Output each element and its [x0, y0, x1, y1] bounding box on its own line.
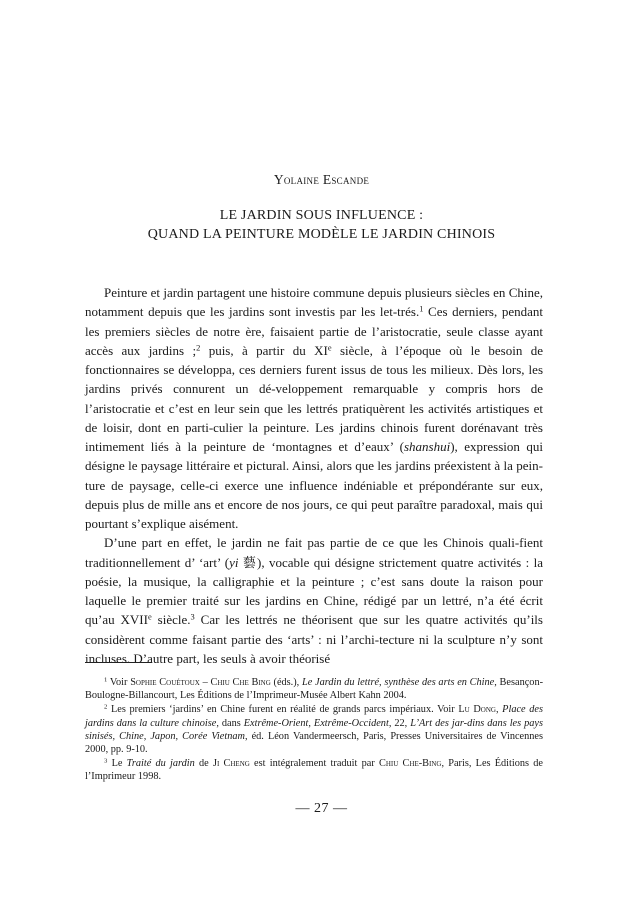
century-suffix: e: [327, 342, 332, 353]
fn2-journal-title: Extrême-Orient, Extrême-Occident: [243, 717, 389, 729]
p1-text-e: ), expression qui désigne le paysage littéraire et pictural. Ainsi, alors que les jardins préexistent à la pein-ture de paysage, celle-ci exerce une influence indéniable et prépondérante sur eux, depuis plus de mille ans et encore de nos jours, ce qui peut paraître paradoxal, mais qui pourtant s’explique aisément.: [85, 439, 543, 531]
footnote-ref-3: 3: [190, 611, 195, 622]
fn3-book-title: Traité du jardin: [126, 758, 195, 770]
footnote-3-number: 3: [104, 757, 108, 765]
term-shanshui: shanshui: [403, 439, 451, 454]
footnote-3: [85, 757, 543, 783]
fn1-text-a: Voir: [109, 677, 131, 688]
footnotes: [85, 676, 543, 785]
article-title: [60, 206, 583, 244]
p2-text-d: Car les lettrés ne théorisent que sur les quatre activités qu’ils considèrent comme faisant partie des ‘arts’ : ni l’archi-tecture ni la sculpture n’y sont incluses. D’autre part, les seuls à avoir théorisé: [85, 612, 543, 666]
fn2-text-e: , éd. Léon Vandermeersch, Paris, Presses Universitaires de Vincennes 2000, pp. 9-10.: [85, 730, 543, 756]
han-character: 藝: [238, 554, 257, 570]
title-line-2: QUAND LA PEINTURE MODÈLE LE JARDIN CHINOIS: [147, 227, 496, 242]
fn1-dash: –: [199, 677, 211, 688]
footnote-rule: [85, 662, 152, 663]
fn2-issue-title: L’Art des jar-dins dans les pays sinisés, Chine, Japon, Corée Vietnam: [85, 717, 543, 742]
author-name: Yolaine Escande: [273, 172, 370, 187]
fn2-text-a: Les premiers ‘jardins’ en Chine furent en réalité de grands parcs impériaux. Voir: [111, 704, 459, 716]
footnote-ref-2: 2: [196, 342, 201, 353]
footnote-2: [85, 703, 543, 756]
fn2-text-c: , dans: [216, 717, 244, 729]
century-suffix-2: e: [147, 611, 152, 622]
footnote-1-number: 1: [104, 676, 108, 684]
fn2-article-title: Place des jardins dans la culture chinoise: [85, 704, 543, 729]
fn1-book-title: Le Jardin du lettré, synthèse des arts en Chine: [302, 677, 495, 688]
fn2-author: Lu Dong: [458, 704, 496, 716]
p1-text-d: siècle, à l’époque où le besoin de fonctionnaires se développa, ces derniers furent issus de tous les milieux. Dès lors, les jardins privés connurent un dé-veloppement remarquable y compris hors de l’aristocratie et c’est en leur sein que les lettrés pratiquèrent les activités artistiques et de loisir, dont en parti-culier la peinture. Les jardins chinois furent dorénavant très intimement liés à la peinture de ‘montagnes et d’eaux’ (: [85, 342, 544, 454]
fn1-author-1: Sophie Couétoux: [130, 677, 200, 688]
footnote-ref-1: 1: [419, 303, 424, 314]
term-yi: yi: [229, 554, 239, 570]
p1-text-b: Ces derniers, pendant les premiers siècles de notre ère, faisaient partie de l’aristocratie, seule classe ayant accès aux jardins ;: [85, 304, 543, 358]
p2-text-b: ), vocable qui désigne strictement quatre activités : la poésie, la musique, la calligraphie et la peinture ; c’est sans doute la raison pour laquelle le premier traité sur les jardins en Chine, rédigé par un lettré, n’a été écrit qu’au XVII: [85, 554, 543, 628]
p1-text-c: puis, à partir du XI: [200, 342, 328, 358]
fn2-text-d: , 22,: [388, 717, 411, 729]
p2-text-c: siècle.: [151, 612, 191, 628]
fn2-text-b: ,: [495, 704, 503, 716]
fn1-text-c: , Besançon-Boulogne-Billancourt, Les Éditions de l’Imprimeur-Musée Albert Kahn 2004.: [85, 677, 544, 702]
fn1-author-2: Chiu Che Bing: [210, 677, 271, 688]
paragraph-1: [85, 283, 543, 533]
footnote-2-number: 2: [104, 703, 108, 711]
fn1-text-b: (éds.),: [270, 677, 302, 688]
fn3-text-c: est intégralement traduit par: [249, 758, 379, 770]
footnote-1: [85, 676, 543, 702]
fn3-translator: Chiu Che-Bing: [379, 758, 442, 770]
article-body: [85, 283, 543, 668]
fn3-text-a: Le: [111, 758, 127, 770]
paragraph-2: [85, 533, 543, 668]
p2-text-a: D’une part en effet, le jardin ne fait pas partie de ce que les Chinois quali-fient traditionnellement d’ ‘art’ (: [85, 535, 543, 570]
fn3-text-b: de: [194, 758, 213, 770]
title-line-1: LE JARDIN SOUS INFLUENCE :: [219, 208, 424, 223]
fn3-author: Ji Cheng: [212, 758, 250, 770]
p1-text-a: Peinture et jardin partagent une histoire commune depuis plusieurs siècles en Chine, notamment depuis que les jardins sont investis par les let-trés.: [85, 285, 543, 320]
fn3-text-d: , Paris, Les Éditions de l’Imprimeur 1998.: [85, 758, 543, 783]
page-number: — 27 —: [295, 801, 348, 816]
